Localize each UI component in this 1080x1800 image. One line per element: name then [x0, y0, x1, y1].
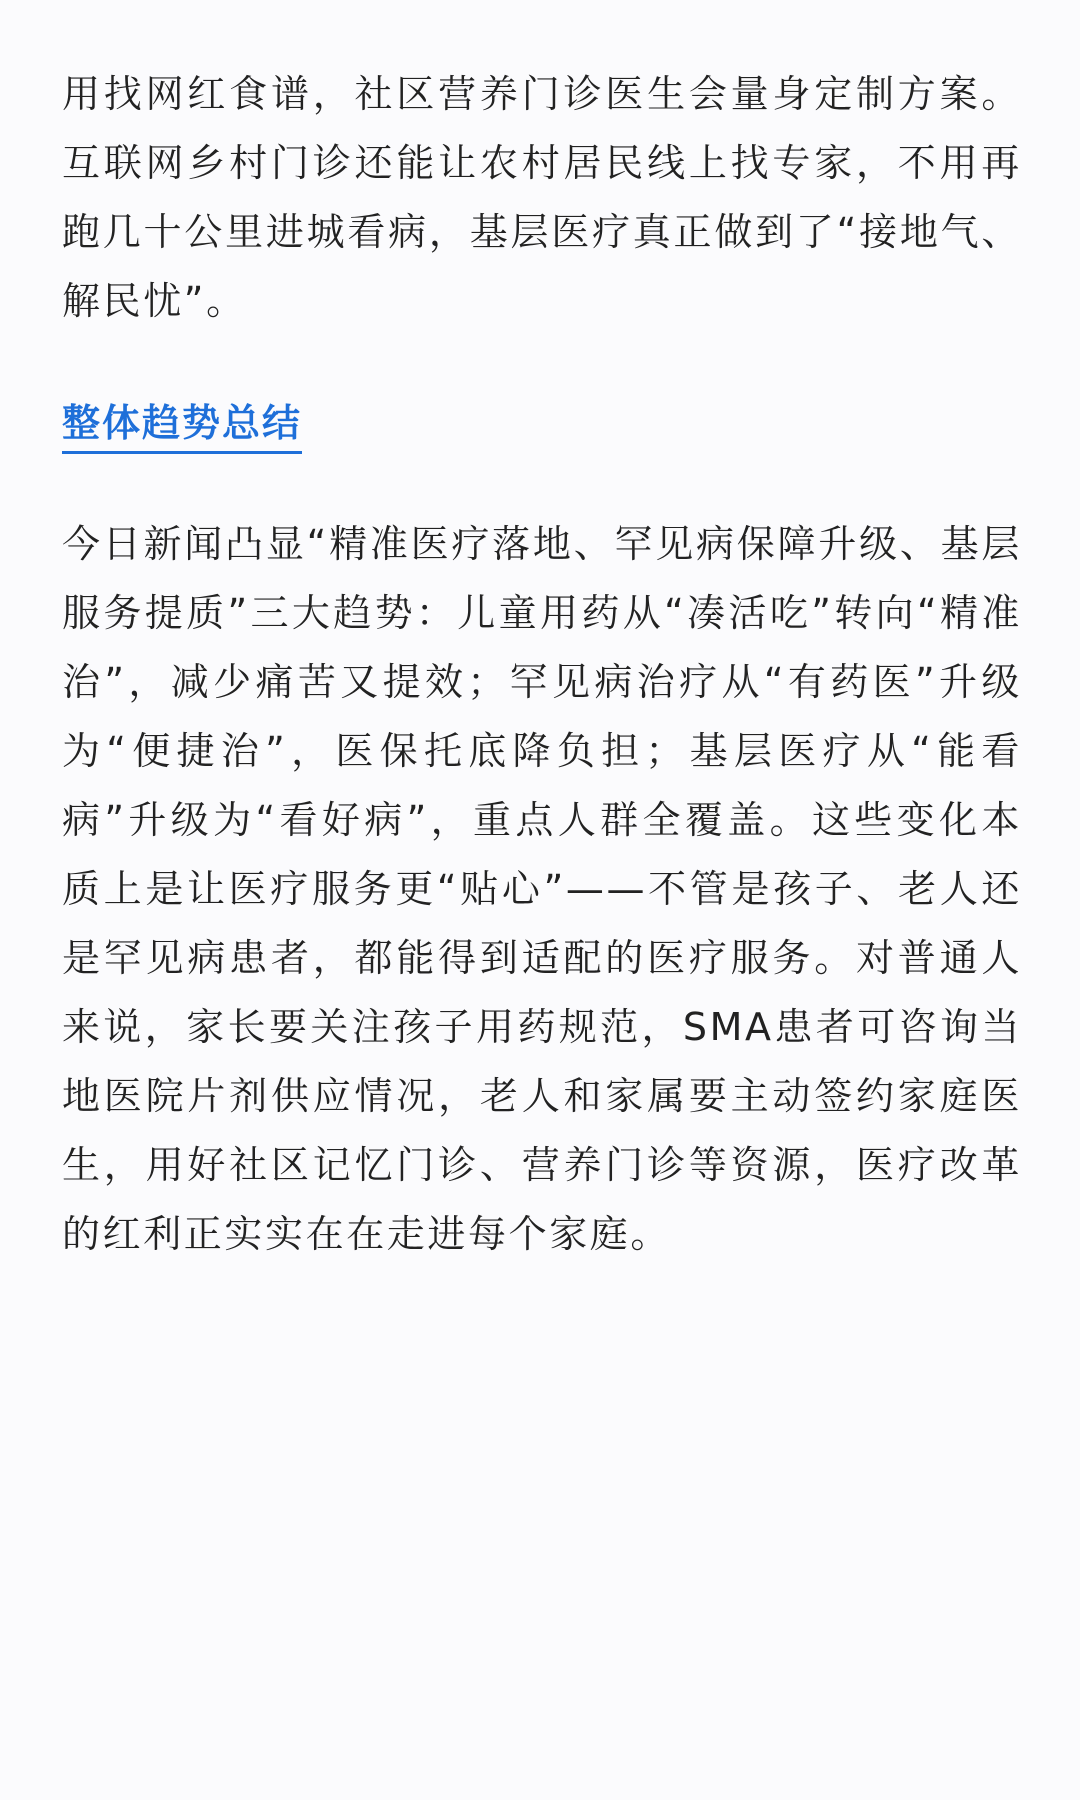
article-body — [62, 60, 1022, 1269]
intro-paragraph: 用找网红食谱，社区营养门诊医生会量身定制方案。互联网乡村门诊还能让农村居民线上找专家，不用再跑几十公里进城看病，基层医疗真正做到了“接地气、解民忧”。 — [62, 72, 1022, 323]
summary-paragraph: 今日新闻凸显“精准医疗落地、罕见病保障升级、基层服务提质”三大趋势：儿童用药从“凑活吃”转向“精准治”，减少痛苦又提效；罕见病治疗从“有药医”升级为“便捷治”，医保托底降负担；基层医疗从“能看病”升级为“看好病”，重点人群全覆盖。这些变化本质上是让医疗服务更“贴心”——不管是孩子、老人还是罕见病患者，都能得到适配的医疗服务。对普通人来说，家长要关注孩子用药规范，SMA患者可咨询当地医院片剂供应情况，老人和家属要主动签约家庭医生，用好社区记忆门诊、营养门诊等资源，医疗改革的红利正实实在在走进每个家庭。 — [62, 522, 1022, 1256]
section-heading-container — [62, 398, 1022, 458]
section-heading: 整体趋势总结 — [62, 398, 302, 454]
